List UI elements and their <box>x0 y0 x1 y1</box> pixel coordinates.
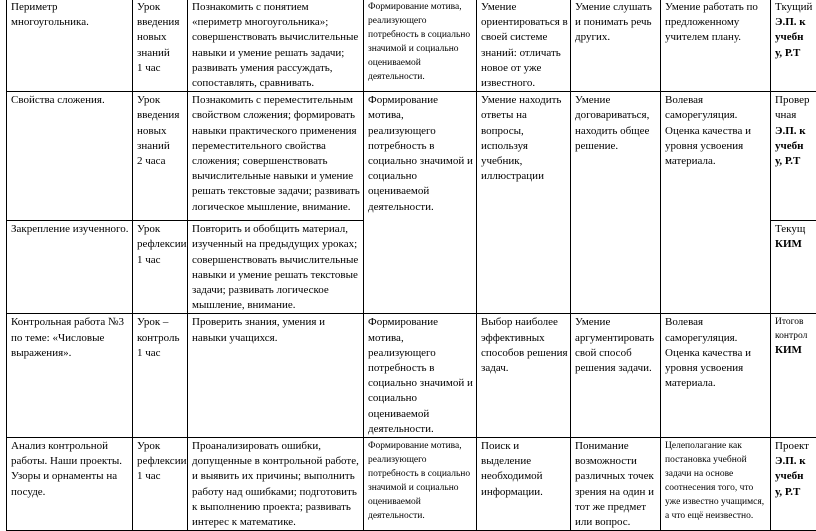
goal-cell: Познакомить с понятием «периметр многоугольника»; совершенствовать вычислительные навыки и умение решать задачи; развивать умения рассуждать, сопоставлять, сравнивать. <box>188 0 364 92</box>
control-cell: Текущ КИМ <box>771 221 816 314</box>
regulative-uud-cell: Целеполагание как постановка учебной задачи на основе соотнесения того, что уже известно учащимся, а что ещё неизвестно. <box>661 438 771 531</box>
topic-cell: Анализ контрольной работы. Наши проекты. Узоры и орнаменты на посуде. <box>7 438 133 531</box>
topic-cell: Закрепление изученного. <box>7 221 133 314</box>
regulative-uud-cell: Волевая саморегуляция. Оценка качества и уровня усвоения материала. <box>661 92 771 314</box>
personal-uud-cell: Формирование мотива, реализующего потребность в социально значимой и социально оцениваемой деятельности. <box>364 314 477 438</box>
communicative-uud-cell: Умение аргументировать свой способ решения задачи. <box>571 314 661 438</box>
regulative-uud-cell: Умение работать по предложенному учителем плану. <box>661 0 771 92</box>
goal-cell: Проанализировать ошибки, допущенные в контрольной работе, и выявить их причины; выполнить работу над ошибками; подготовить к выполнению проекта; развивать интерес к математике. <box>188 438 364 531</box>
goal-cell: Повторить и обобщить материал, изученный на предыдущих уроках; совершенствовать вычислительные навыки и умение решать текстовые задачи; развивать логическое мышление, внимание. <box>188 221 364 314</box>
regulative-uud-cell: Волевая саморегуляция. Оценка качества и уровня усвоения материала. <box>661 314 771 438</box>
control-cell: Провер чная Э.П. к учебн у, Р.Т <box>771 92 816 221</box>
communicative-uud-cell: Умение договариваться, находить общее решение. <box>571 92 661 314</box>
goal-cell: Проверить знания, умения и навыки учащихся. <box>188 314 364 438</box>
cognitive-uud-cell: Выбор наиболее эффективных способов решения задач. <box>477 314 571 438</box>
table-row <box>7 438 816 531</box>
topic-cell: Периметр многоугольника. <box>7 0 133 92</box>
lesson-type-cell: Урок рефлексии 1 час <box>133 221 188 314</box>
goal-cell: Познакомить с переместительным свойством сложения; формировать навыки практического применения переместительного свойства сложения; совершенствовать вычислительные навыки и умение решать текстовые задачи; развивать логическое мышление, внимание. <box>188 92 364 221</box>
table-row <box>7 314 816 438</box>
lesson-type-cell: Урок – контроль 1 час <box>133 314 188 438</box>
cognitive-uud-cell: Умение ориентироваться в своей системе знаний: отличать новое от уже известного. <box>477 0 571 92</box>
table-row <box>7 0 816 92</box>
personal-uud-cell: Формирование мотива, реализующего потребность в социально значимой и социально оцениваемой деятельности. <box>364 0 477 92</box>
control-cell: Итогов контрол КИМ <box>771 314 816 438</box>
topic-cell: Свойства сложения. <box>7 92 133 221</box>
communicative-uud-cell: Умение слушать и понимать речь других. <box>571 0 661 92</box>
lesson-type-cell: Урок рефлексии 1 час <box>133 438 188 531</box>
table-row <box>7 92 816 221</box>
cognitive-uud-cell: Умение находить ответы на вопросы, используя учебник, иллюстрации <box>477 92 571 314</box>
cognitive-uud-cell: Поиск и выделение необходимой информации. <box>477 438 571 531</box>
lesson-type-cell: Урок введения новых знаний 1 час <box>133 0 188 92</box>
personal-uud-cell: Формирование мотива, реализующего потребность в социально значимой и социально оцениваемой деятельности. <box>364 92 477 314</box>
personal-uud-cell: Формирование мотива, реализующего потребность в социально значимой и социально оцениваемой деятельности. <box>364 438 477 531</box>
topic-cell: Контрольная работа №3 по теме: «Числовые выражения». <box>7 314 133 438</box>
control-cell: Ткущий Э.П. к учебн у, Р.Т <box>771 0 816 92</box>
lesson-plan-table <box>6 0 816 531</box>
control-cell: Проект Э.П. к учебн у, Р.Т <box>771 438 816 531</box>
communicative-uud-cell: Понимание возможности различных точек зрения на один и тот же предмет или вопрос. <box>571 438 661 531</box>
lesson-type-cell: Урок введения новых знаний 2 часа <box>133 92 188 221</box>
